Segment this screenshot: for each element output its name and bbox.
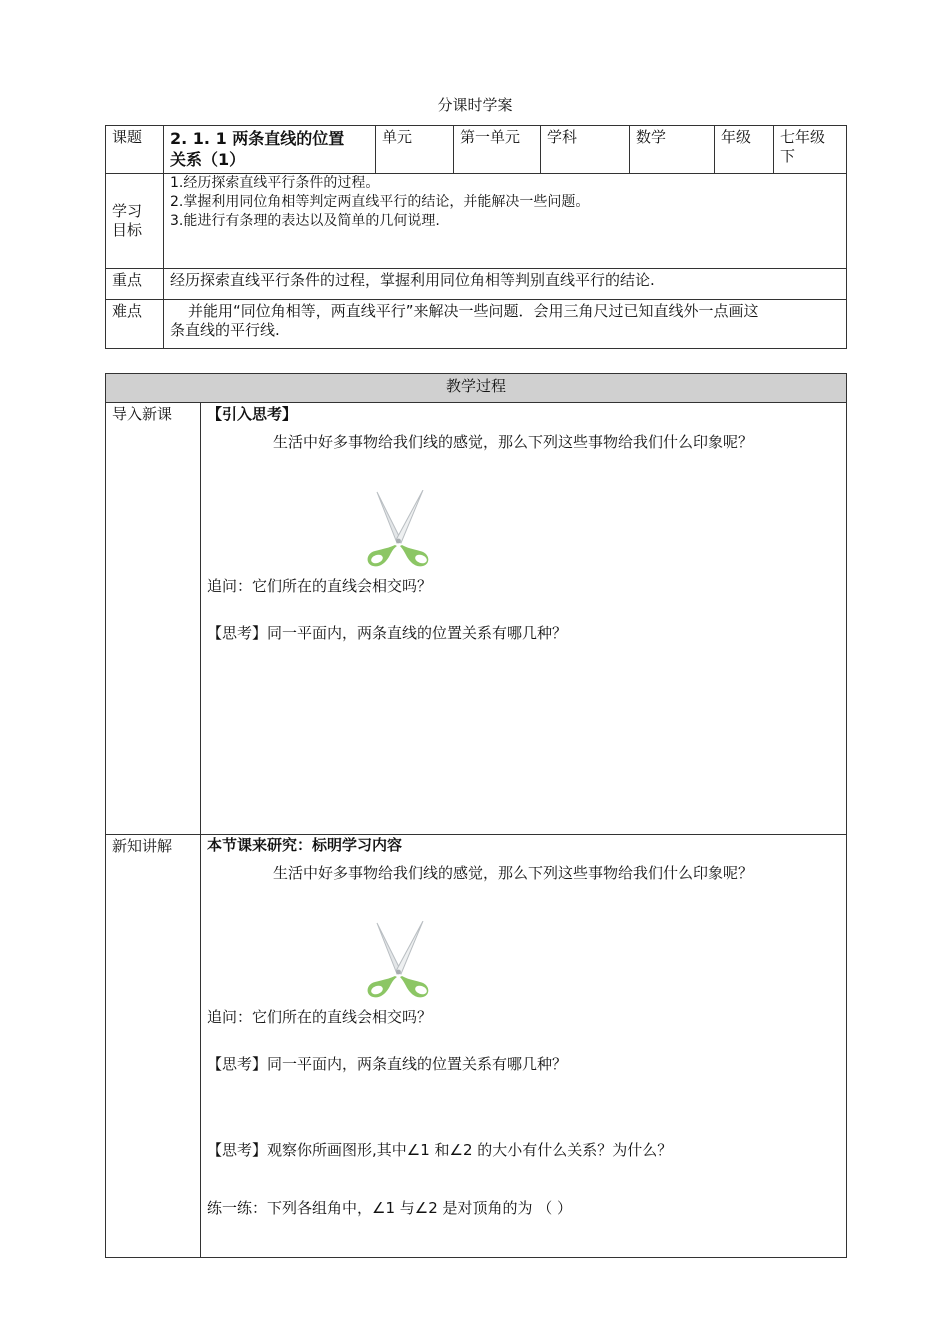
grade-value-line1: 七年级: [780, 128, 826, 146]
goals-label: [106, 174, 164, 269]
new-knowledge-think-2: 【思考】观察你所画图形,其中∠1 和∠2 的大小有什么关系？为什么？: [207, 1141, 673, 1159]
grade-value: [774, 126, 847, 174]
grade-value-line2: 下: [780, 147, 796, 165]
key-point-label: 重点: [106, 269, 164, 300]
intro-think: 【思考】同一平面内，两条直线的位置关系有哪几种？: [207, 624, 568, 642]
difficulty-label: 难点: [106, 300, 164, 349]
scissors-icon: [363, 490, 435, 570]
topic-value-line2: 关系（1）: [170, 150, 246, 169]
intro-label: 导入新课: [106, 403, 201, 835]
topic-label: 课题: [106, 126, 164, 174]
goal-item-1: 1.经历探索直线平行条件的过程。: [170, 175, 380, 191]
intro-heading: 【引入思考】: [207, 405, 298, 423]
goals-label-line1: 学习: [112, 202, 143, 220]
goals-label-line2: 目标: [112, 221, 143, 239]
new-knowledge-label: 新知讲解: [106, 835, 201, 1258]
scissors-icon: [363, 921, 435, 1001]
new-knowledge-heading: 本节课来研究：标明学习内容: [207, 836, 403, 854]
key-point-value: 经历探索直线平行条件的过程，掌握利用同位角相等判别直线平行的结论.: [164, 269, 847, 300]
lesson-info-table: [105, 125, 847, 349]
difficulty-line2: 条直线的平行线.: [170, 321, 280, 339]
unit-label: 单元: [376, 126, 454, 174]
teaching-process-table: [105, 373, 847, 1258]
difficulty-value: [164, 300, 847, 349]
goal-item-3: 3.能进行有条理的表达以及简单的几何说理.: [170, 213, 440, 229]
new-knowledge-question: 生活中好多事物给我们线的感觉，那么下列这些事物给我们什么印象呢？: [273, 864, 754, 882]
topic-value-line1: 2. 1. 1 两条直线的位置: [170, 129, 345, 148]
intro-follow-up: 追问：它们所在的直线会相交吗？: [207, 577, 433, 595]
goals-list: [164, 174, 847, 269]
subject-label: 学科: [541, 126, 630, 174]
process-header: 教学过程: [106, 374, 847, 403]
intro-question: 生活中好多事物给我们线的感觉，那么下列这些事物给我们什么印象呢？: [273, 433, 754, 451]
intro-content: [201, 403, 847, 835]
difficulty-line1: 并能用“同位角相等，两直线平行”来解决一些问题．会用三角尺过已知直线外一点画这: [188, 302, 759, 320]
subject-value: 数学: [630, 126, 715, 174]
grade-label: 年级: [715, 126, 774, 174]
practice-question: 练一练：下列各组角中，∠1 与∠2 是对顶角的为 （ ）: [207, 1199, 573, 1217]
new-knowledge-think-1: 【思考】同一平面内，两条直线的位置关系有哪几种？: [207, 1055, 568, 1073]
unit-value: 第一单元: [454, 126, 541, 174]
topic-value: [164, 126, 376, 174]
new-knowledge-follow-up: 追问：它们所在的直线会相交吗？: [207, 1008, 433, 1026]
new-knowledge-content: [201, 835, 847, 1258]
goal-item-2: 2.掌握利用同位角相等判定两直线平行的结论，并能解决一些问题。: [170, 194, 590, 210]
document-title: 分课时学案: [437, 96, 513, 114]
